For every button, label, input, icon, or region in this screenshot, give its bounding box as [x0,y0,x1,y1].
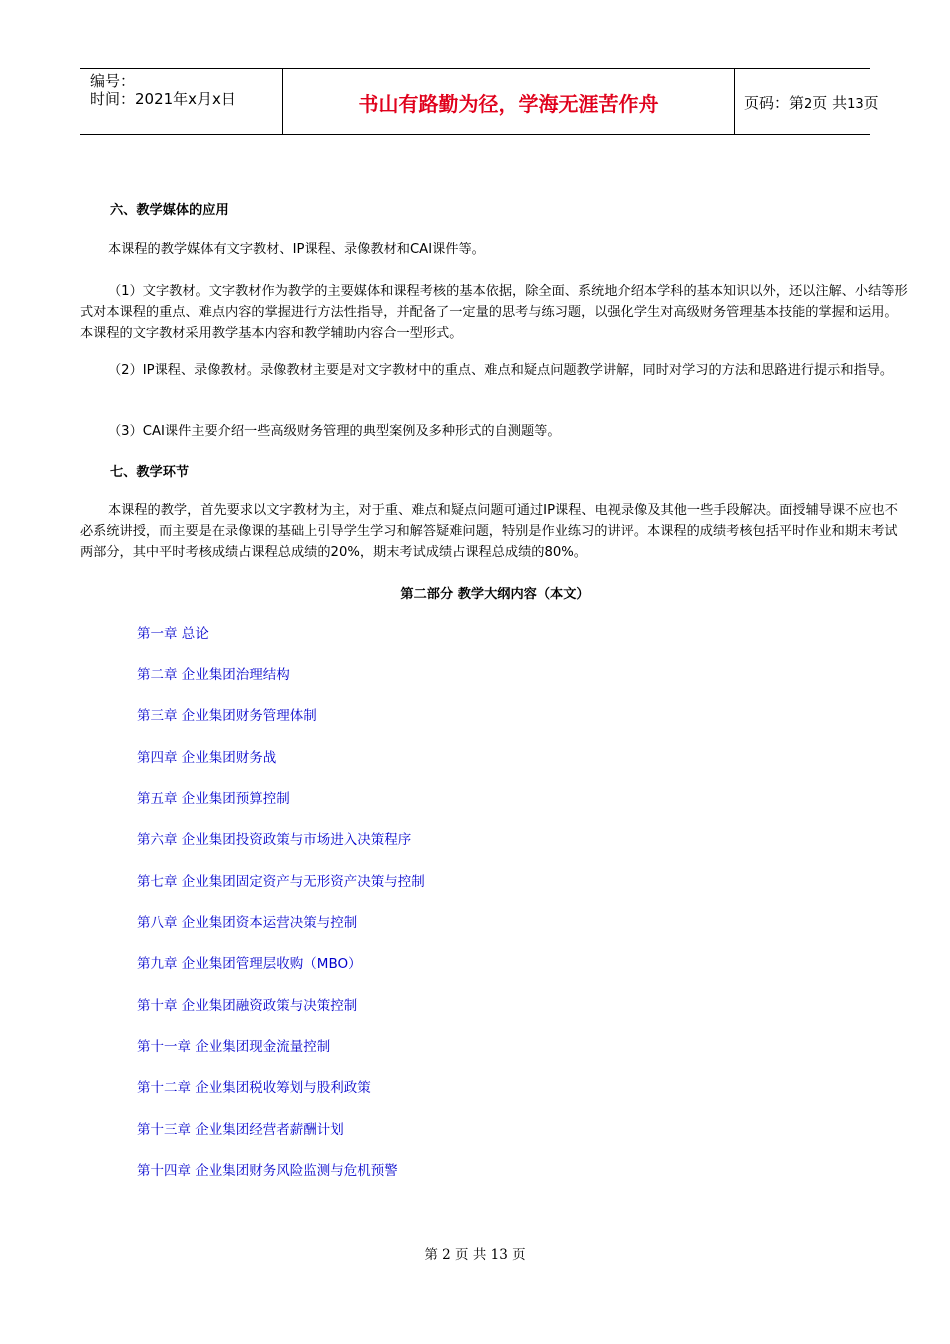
document-code-label: 编号： [90,72,136,90]
toc-chapter-8[interactable]: 第八章 企业集团资本运营决策与控制 [137,915,358,931]
toc-chapter-7[interactable]: 第七章 企业集团固定资产与无形资产决策与控制 [137,874,425,890]
page-current: 2 [804,97,813,112]
header-left-cell [80,69,283,134]
page-total: 13 [847,97,864,112]
toc-chapter-3[interactable]: 第三章 企业集团财务管理体制 [137,708,317,724]
paragraph-teaching-process: 本课程的教学，首先要求以文字教材为主，对于重、难点和疑点问题可通过IP课程、电视录像及其他一些手段解决。面授辅导课不应也不必系统讲授，而主要是在录像课的基础上引导学生学习和解答疑难问题，特别是作业练习的讲评。本课程的成绩考核包括平时作业和期末考试两部分，其中平时考核成绩占课程总成绩的20%，期末考试成绩占课程总成绩的80%。 [80,503,898,560]
page-footer: 第 2 页 共 13 页 [424,1247,526,1263]
toc-chapter-12[interactable]: 第十二章 企业集团税收筹划与股利政策 [137,1080,371,1096]
toc-chapter-9[interactable]: 第九章 企业集团管理层收购（MBO） [137,956,362,972]
toc-chapter-13[interactable]: 第十三章 企业集团经营者薪酬计划 [137,1122,344,1138]
page-suffix: 页 [863,94,879,112]
section-heading-media: 六、教学媒体的应用 [110,203,229,218]
paragraph-media-cai: （3）CAI课件主要介绍一些高级财务管理的典型案例及多种形式的自测题等。 [108,424,561,439]
toc-chapter-4[interactable]: 第四章 企业集团财务战 [137,750,277,766]
header-motto: 书山有路勤为径，学海无涯苦作舟 [358,92,659,116]
toc-chapter-5[interactable]: 第五章 企业集团预算控制 [137,791,290,807]
toc-chapter-6[interactable]: 第六章 企业集团投资政策与市场进入决策程序 [137,832,412,848]
page-header [80,68,879,135]
header-page-info [744,94,879,114]
toc-chapter-11[interactable]: 第十一章 企业集团现金流量控制 [137,1039,331,1055]
toc-chapter-14[interactable]: 第十四章 企业集团财务风险监测与危机预警 [137,1163,398,1179]
toc-chapter-10[interactable]: 第十章 企业集团融资政策与决策控制 [137,998,358,1014]
header-middle-cell [283,69,735,134]
section-heading-teaching: 七、教学环节 [110,465,190,480]
page-mid: 页 共 [812,94,848,112]
page-prefix: 页码：第 [744,94,805,112]
paragraph-media-ip-video: （2）IP课程、录像教材。录像教材主要是对文字教材中的重点、难点和疑点问题教学讲解，同时对学习的方法和思路进行提示和指导。 [108,363,894,378]
toc-chapter-1[interactable]: 第一章 总论 [137,626,209,642]
toc-chapter-2[interactable]: 第二章 企业集团治理结构 [137,667,290,683]
header-right-cell [735,69,879,134]
document-time-label: 时间：2021年x月x日 [90,90,236,108]
paragraph-media-text-materials: （1）文字教材。文字教材作为教学的主要媒体和课程考核的基本依据，除全面、系统地介绍本学科的基本知识以外，还以注解、小结等形式对本课程的重点、难点内容的掌握进行方法性指导，并配备了一定量的思考与练习题，以强化学生对高级财务管理基本技能的掌握和运用。本课程的文字教材采用教学基本内容和教学辅助内容合一型形式。 [80,284,908,341]
part-two-title: 第二部分 教学大纲内容（本文） [400,587,590,602]
paragraph-media-intro: 本课程的教学媒体有文字教材、IP课程、录像教材和CAI课件等。 [108,242,485,257]
